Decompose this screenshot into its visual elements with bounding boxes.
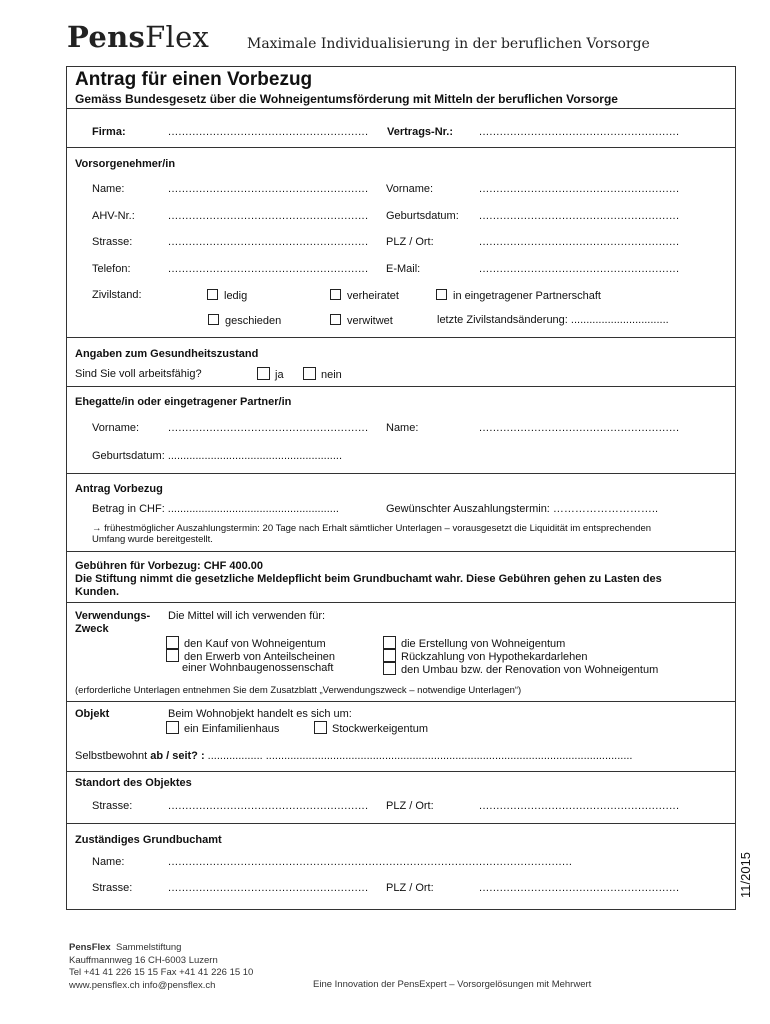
divider: [67, 701, 735, 702]
betrag-field[interactable]: Betrag in CHF: ........................................................: [92, 503, 339, 515]
checkbox-icon[interactable]: [166, 721, 179, 734]
section-heading: Standort des Objektes: [75, 777, 192, 789]
objekt-intro: Beim Wohnobjekt handelt es sich um:: [168, 708, 352, 720]
checkbox-icon[interactable]: [207, 289, 218, 300]
grundbuch-plz-label: PLZ / Ort:: [386, 882, 434, 894]
checkbox-icon[interactable]: [436, 289, 447, 300]
checkbox-icon[interactable]: [166, 636, 179, 649]
termin-note-2: Umfang wurde bereitgestellt.: [92, 534, 213, 545]
selbstbewohnt-field[interactable]: Selbstbewohnt ab / seit? : .................. ........................................................................................................................: [75, 750, 633, 762]
section-heading: Antrag Vorbezug: [75, 483, 163, 495]
auszahlungstermin-field[interactable]: Gewünschter Auszahlungstermin: ………………………..: [386, 503, 659, 515]
telefon-field[interactable]: ..........................................................: [168, 263, 369, 275]
verwitwet-option[interactable]: verwitwet: [330, 314, 393, 327]
grundbuch-plz-field[interactable]: ..........................................................: [479, 882, 680, 894]
form-subtitle: Gemäss Bundesgesetz über die Wohneigentumsförderung mit Mitteln der beruflichen Vorsorge: [75, 92, 618, 106]
vertrag-label: Vertrags-Nr.:: [387, 126, 454, 138]
divider: [67, 337, 735, 338]
checkbox-icon[interactable]: [383, 662, 396, 675]
checkbox-icon[interactable]: [166, 649, 179, 662]
section-heading: Ehegatte/in oder eingetragener Partner/in: [75, 396, 292, 408]
section-heading: Vorsorgenehmer/in: [75, 158, 176, 170]
geschieden-option[interactable]: geschieden: [208, 314, 281, 327]
termin-note: → frühestmöglicher Auszahlungstermin: 20 Tage nach Erhalt sämtlicher Unterlagen – vorausgesetzt die Liquidität im entsprechenden: [92, 523, 652, 534]
ehegatte-vorname-field[interactable]: ..........................................................: [168, 422, 369, 434]
anteilscheine-option[interactable]: den Erwerb von Anteilscheinen: [166, 649, 335, 663]
firma-field[interactable]: ..........................................................: [168, 126, 369, 138]
checkbox-icon[interactable]: [383, 649, 396, 662]
divider: [67, 386, 735, 387]
partnerschaft-option[interactable]: in eingetragener Partnerschaft: [436, 289, 601, 302]
footer-org: PensFlex Sammelstiftung: [69, 942, 182, 953]
objekt-label: Objekt: [75, 708, 110, 720]
umbau-option[interactable]: den Umbau bzw. der Renovation von Wohneigentum: [383, 662, 658, 676]
ahv-field[interactable]: ..........................................................: [168, 210, 369, 222]
footer-address: [69, 942, 253, 992]
strasse-label: Strasse:: [92, 236, 133, 248]
divider: [67, 551, 735, 552]
gebuehren-text: Die Stiftung nimmt die gesetzliche Meldepflicht beim Grundbuchamt wahr. Diese Gebühren gehen zu Lasten des: [75, 573, 662, 585]
section-heading: Zuständiges Grundbuchamt: [75, 834, 222, 846]
application-form: [66, 66, 736, 910]
grundbuch-name-label: Name:: [92, 856, 125, 868]
checkbox-icon[interactable]: [314, 721, 327, 734]
geburtsdatum-label: Geburtsdatum:: [386, 210, 459, 222]
grundbuch-strasse-label: Strasse:: [92, 882, 133, 894]
email-field[interactable]: ..........................................................: [479, 263, 680, 275]
pensflex-logo: PensFlex: [67, 20, 210, 54]
vorname-field[interactable]: ..........................................................: [479, 183, 680, 195]
name-label: Name:: [92, 183, 125, 195]
erstellung-option[interactable]: die Erstellung von Wohneigentum: [383, 636, 565, 650]
divider: [67, 108, 735, 109]
checkbox-icon[interactable]: [303, 367, 316, 380]
divider: [67, 147, 735, 148]
footer-slogan: Eine Innovation der PensExpert – Vorsorgelösungen mit Mehrwert: [313, 979, 592, 990]
telefon-label: Telefon:: [92, 263, 131, 275]
verheiratet-option[interactable]: verheiratet: [330, 289, 399, 302]
standort-plz-label: PLZ / Ort:: [386, 800, 434, 812]
arbeitsfaehig-question: Sind Sie voll arbeitsfähig?: [75, 368, 202, 380]
plz-field[interactable]: ..........................................................: [479, 236, 680, 248]
grundbuch-strasse-field[interactable]: ..........................................................: [168, 882, 369, 894]
ehegatte-geburtsdatum-field[interactable]: Geburtsdatum: .........................................................: [92, 450, 343, 462]
checkbox-icon[interactable]: [330, 314, 341, 325]
firma-label: Firma:: [92, 126, 126, 138]
stockwerkeigentum-option[interactable]: Stockwerkeigentum: [314, 721, 428, 735]
divider: [67, 473, 735, 474]
letzte-zivilstand-field[interactable]: letzte Zivilstandsänderung: ................................: [437, 314, 669, 326]
section-heading: Angaben zum Gesundheitszustand: [75, 348, 259, 360]
gebuehren-text-2: Kunden.: [75, 586, 119, 598]
plz-label: PLZ / Ort:: [386, 236, 434, 248]
kauf-option[interactable]: den Kauf von Wohneigentum: [166, 636, 326, 650]
footer-web: www.pensflex.ch info@pensflex.ch: [69, 979, 216, 991]
ja-option[interactable]: ja: [257, 367, 284, 381]
checkbox-icon[interactable]: [330, 289, 341, 300]
ehegatte-vorname-label: Vorname:: [92, 422, 140, 434]
nein-option[interactable]: nein: [303, 367, 342, 381]
anteilscheine-option-text: einer Wohnbaugenossenschaft: [182, 662, 334, 674]
ehegatte-name-field[interactable]: ..........................................................: [479, 422, 680, 434]
standort-plz-field[interactable]: ..........................................................: [479, 800, 680, 812]
form-version-date: 11/2015: [738, 851, 753, 898]
checkbox-icon[interactable]: [383, 636, 396, 649]
ahv-label: AHV-Nr.:: [92, 210, 135, 222]
vertrag-field[interactable]: ..........................................................: [479, 126, 680, 138]
geburtsdatum-field[interactable]: ..........................................................: [479, 210, 680, 222]
zivilstand-label: Zivilstand:: [92, 289, 142, 301]
email-label: E-Mail:: [386, 263, 421, 275]
rueckzahlung-option[interactable]: Rückzahlung von Hypothekardarlehen: [383, 649, 588, 663]
checkbox-icon[interactable]: [208, 314, 219, 325]
verwendung-intro: Die Mittel will ich verwenden für:: [168, 610, 326, 622]
gebuehren-title: Gebühren für Vorbezug: CHF 400.00: [75, 560, 264, 572]
ledig-option[interactable]: ledig: [207, 289, 247, 302]
name-field[interactable]: ..........................................................: [168, 183, 369, 195]
grundbuch-name-field[interactable]: .....................................................................................................................: [168, 856, 573, 868]
unterlagen-note: (erforderliche Unterlagen entnehmen Sie dem Zusatzblatt „Verwendungszweck – notwendige Unterlagen“): [75, 685, 522, 696]
standort-strasse-field[interactable]: ..........................................................: [168, 800, 369, 812]
checkbox-icon[interactable]: [257, 367, 270, 380]
footer-street: Kauffmannweg 16 CH-6003 Luzern: [69, 954, 218, 966]
divider: [67, 823, 735, 824]
divider: [67, 771, 735, 772]
standort-strasse-label: Strasse:: [92, 800, 133, 812]
strasse-field[interactable]: ..........................................................: [168, 236, 369, 248]
ehegatte-name-label: Name:: [386, 422, 419, 434]
verwendung-label: Verwendungs-: [75, 610, 151, 622]
form-title: Antrag für einen Vorbezug: [75, 69, 313, 90]
einfamilienhaus-option[interactable]: ein Einfamilienhaus: [166, 721, 279, 735]
footer-phone: Tel +41 41 226 15 15 Fax +41 41 226 15 10: [69, 967, 254, 978]
tagline: Maximale Individualisierung in der beruflichen Vorsorge: [247, 36, 650, 52]
vorname-label: Vorname:: [386, 183, 434, 195]
divider: [67, 602, 735, 603]
verwendung-label-2: Zweck: [75, 623, 109, 635]
